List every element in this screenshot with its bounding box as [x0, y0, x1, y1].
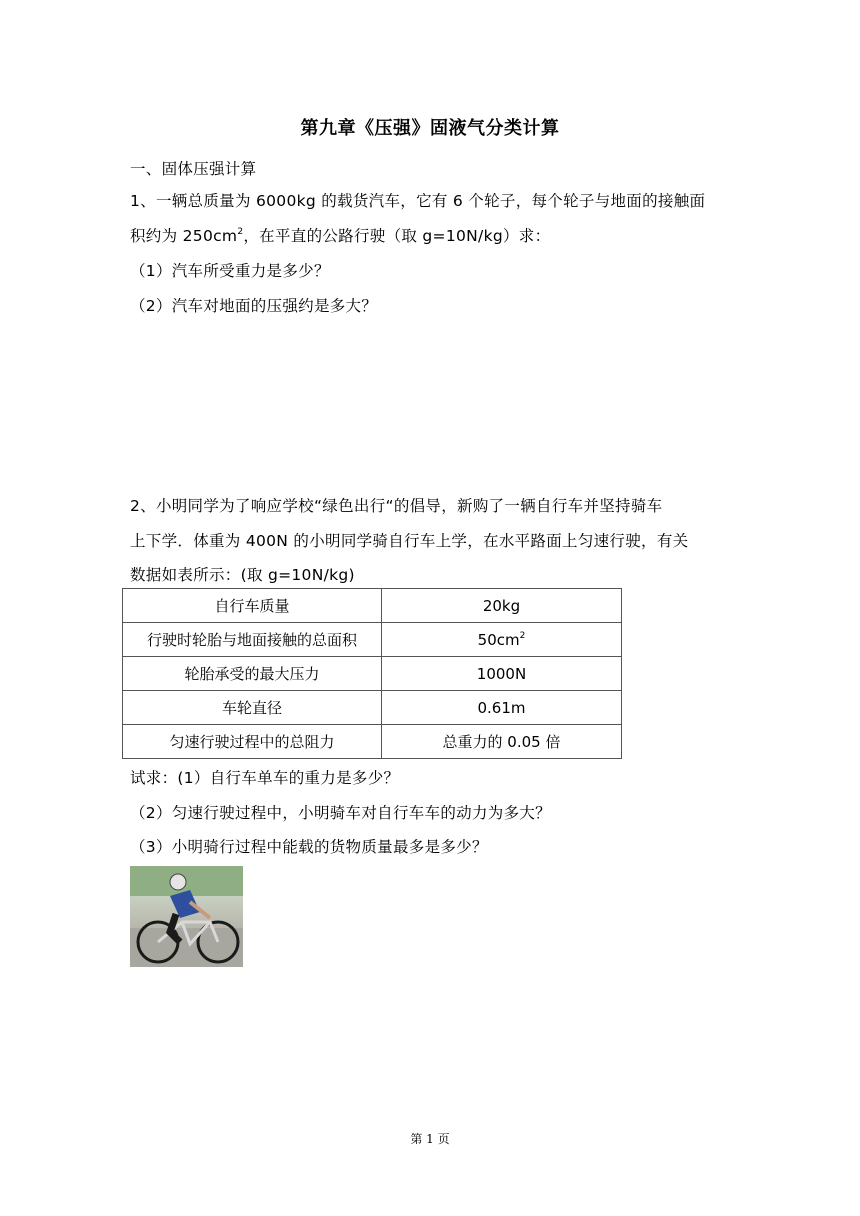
question-2-ask-3: （3）小明骑行过程中能载的货物质量最多是多少？ — [130, 838, 488, 856]
bicycle-data-table — [122, 588, 622, 759]
table-cell-label: 自行车质量 — [123, 589, 382, 623]
question-1-part-2: （2）汽车对地面的压强约是多大？ — [130, 297, 378, 315]
table-cell-value — [382, 691, 622, 725]
question-2-line-3: 数据如表所示：(取 g=10N/kg) — [130, 566, 355, 584]
value-text: 20kg — [482, 596, 521, 615]
cyclist-illustration — [130, 866, 243, 967]
question-2-ask-2: （2）匀速行驶过程中，小明骑车对自行车车的动力为多大？ — [130, 804, 551, 822]
table-row — [123, 691, 622, 725]
page-number: 第 1 页 — [410, 1132, 450, 1146]
table-cell-value — [382, 589, 622, 623]
cyclist-photo — [130, 866, 243, 967]
table-cell-value — [382, 725, 622, 759]
question-2-ask-1: 试求：(1）自行车单车的重力是多少？ — [130, 769, 400, 787]
table-row — [123, 623, 622, 657]
table-cell-value — [382, 657, 622, 691]
q1-area-superscript: 2 — [237, 227, 244, 237]
q1-line2-tail: ，在平直的公路行驶（取 g=10N/kg）求： — [243, 227, 551, 245]
table-row — [123, 725, 622, 759]
table-cell-value — [382, 623, 622, 657]
question-1-line-2 — [130, 224, 550, 246]
question-1-line-1: 1、一辆总质量为 6000kg 的载货汽车，它有 6 个轮子，每个轮子与地面的接触面 — [130, 192, 706, 210]
question-2-line-1: 2、小明同学为了响应学校“绿色出行“的倡导，新购了一辆自行车并坚持骑车 — [130, 497, 663, 515]
value-text: 50cm — [477, 630, 520, 649]
table-cell-label: 匀速行驶过程中的总阻力 — [123, 725, 382, 759]
table-cell-label: 车轮直径 — [123, 691, 382, 725]
question-1-part-1: （1）汽车所受重力是多少？ — [130, 262, 330, 280]
table-row — [123, 589, 622, 623]
value-text: 0.61m — [477, 698, 526, 717]
value-text: 总重力的 0.05 倍 — [442, 733, 561, 751]
section-heading: 一、固体压强计算 — [130, 160, 257, 178]
page-title: 第九章《压强》固液气分类计算 — [300, 118, 560, 139]
table-row — [123, 657, 622, 691]
value-superscript: 2 — [519, 630, 526, 641]
value-text: 1000N — [476, 664, 527, 683]
table-cell-label: 行驶时轮胎与地面接触的总面积 — [123, 623, 382, 657]
question-2-line-2: 上下学．体重为 400N 的小明同学骑自行车上学，在水平路面上匀速行驶，有关 — [130, 532, 689, 550]
table-cell-label: 轮胎承受的最大压力 — [123, 657, 382, 691]
q1-area-text: 积约为 250cm — [130, 227, 238, 245]
